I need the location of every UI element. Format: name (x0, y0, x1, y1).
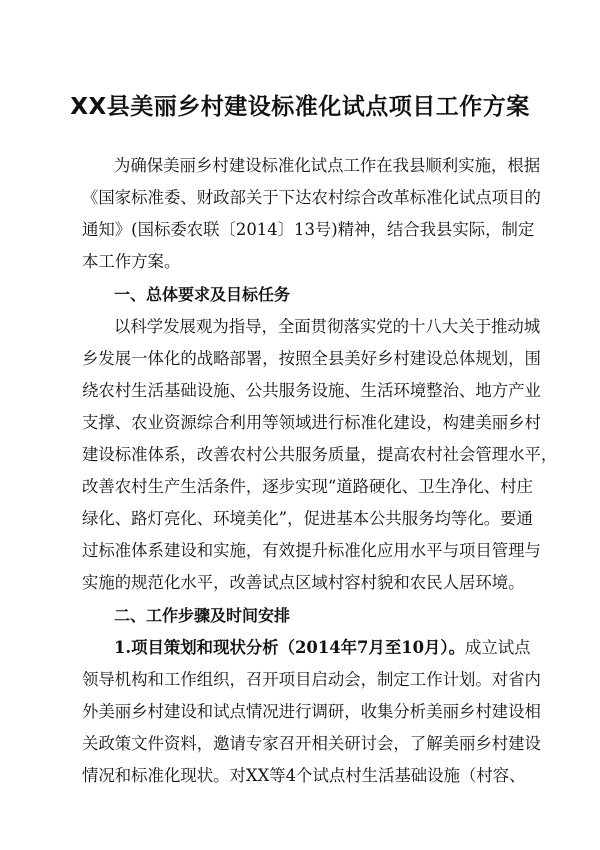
paragraph-line: 绿化、路灯亮化、环境美化”，促进基本公共服务均等化。要通 (82, 509, 533, 528)
paragraph-line: 改善农村生产生活条件，逐步实现“道路硬化、卫生净化、村庄 (82, 477, 533, 496)
intro-line: 通知》(国标委农联〔2014〕13号)精神，结合我县实际，制定 (82, 220, 535, 239)
paragraph-line: 以科学发展观为指导，全面贯彻落实党的十八大关于推动城 (114, 317, 541, 336)
paragraph-line: 绕农村生活基础设施、公共服务设施、生活环境整治、地方产业 (82, 381, 541, 400)
paragraph-line: 乡发展一体化的战略部署，按照全县美好乡村建设总体规划，围 (82, 349, 541, 368)
intro-line: 本工作方案。 (82, 252, 181, 271)
paragraph-line: 建设标准体系，改善农村公共服务质量，提高农村社会管理水平， (82, 445, 558, 464)
paragraph-line: 过标准体系建设和实施，有效提升标准化应用水平与项目管理与 (82, 541, 541, 560)
intro-line: 为确保美丽乡村建设标准化试点工作在我县顺利实施，根据 (114, 156, 541, 175)
paragraph-line: 实施的规范化水平，改善试点区域村容村貌和农民人居环境。 (82, 573, 525, 592)
step-line (114, 632, 531, 663)
paragraph-line: 支撑、农业资源综合利用等领域进行标准化建设，构建美丽乡村 (82, 413, 541, 432)
document-title: XX县美丽乡村建设标准化试点项目工作方案 (70, 94, 530, 120)
section-heading: 二、工作步骤及时间安排 (114, 606, 291, 625)
paragraph-line: 领导机构和工作组织，召开项目启动会，制定工作计划。对省内 (82, 670, 541, 689)
step-title: 1.项目策划和现状分析（2014年7月至10月）。 (114, 638, 465, 657)
paragraph-line: 情况和标准化现状。对XX等4个试点村生活基础设施（村容、 (82, 766, 526, 785)
paragraph-line: 外美丽乡村建设和试点情况进行调研，收集分析美丽乡村建设相 (82, 702, 541, 721)
paragraph-line: 关政策文件资料，邀请专家召开相关研讨会，了解美丽乡村建设 (82, 734, 541, 753)
step-text: 成立试点 (465, 638, 531, 657)
intro-line: 《国家标准委、财政部关于下达农村综合改革标准化试点项目的 (82, 188, 541, 207)
section-heading: 一、总体要求及目标任务 (114, 285, 291, 304)
